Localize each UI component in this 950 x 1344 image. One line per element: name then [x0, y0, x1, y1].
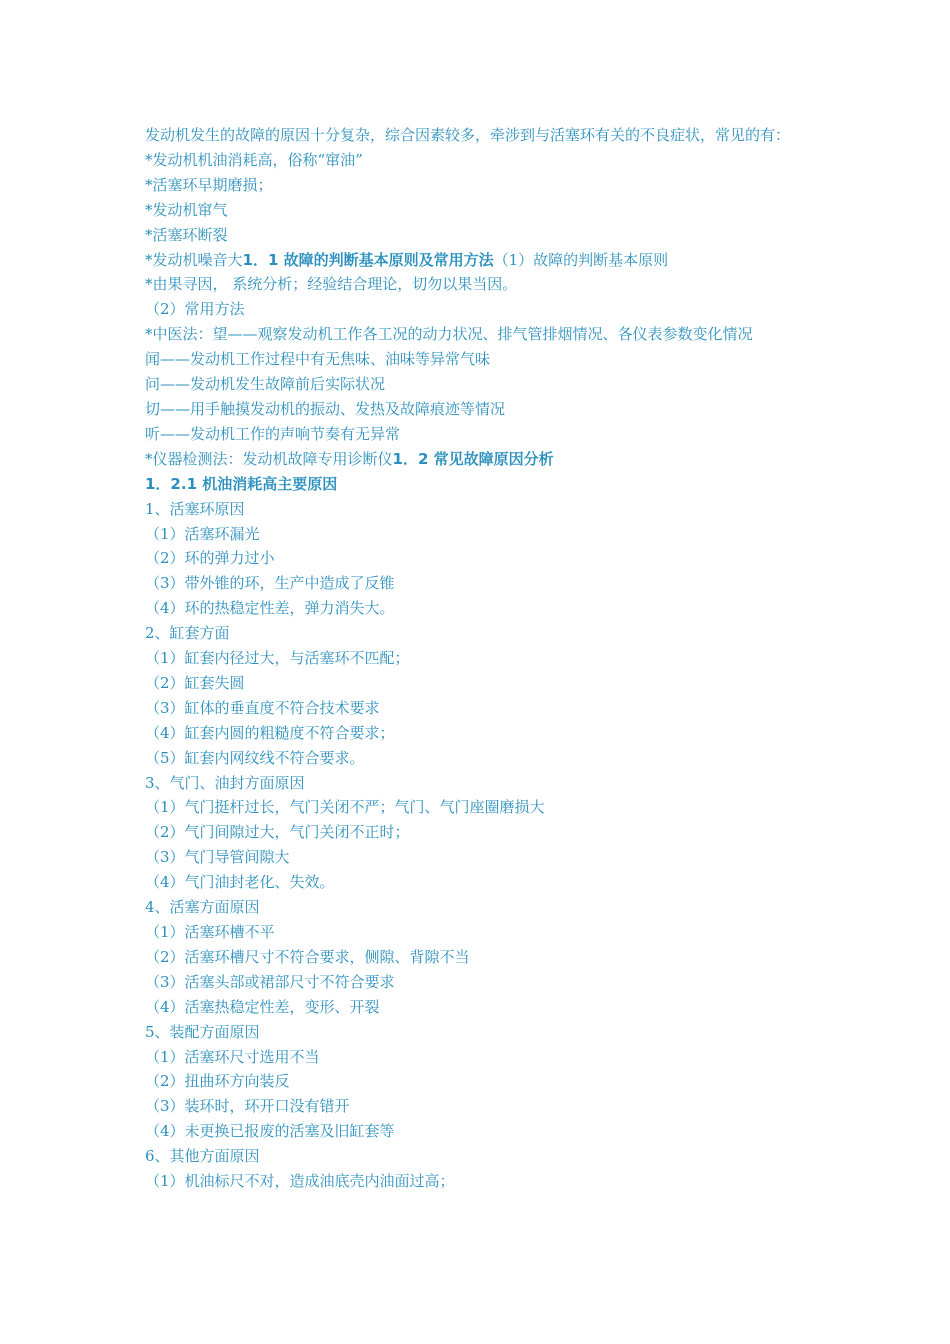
method-item: 听——发动机工作的声响节奏有无异常 [145, 424, 401, 443]
document-body [145, 123, 813, 1194]
instrument-line [145, 447, 813, 472]
list-item: （2）环的弹力过小 [145, 549, 275, 568]
list-item: （3）装环时，环开口没有错开 [145, 1097, 350, 1116]
list-item: （2）气门间隙过大，气门关闭不正时； [145, 823, 410, 842]
list-item: （1）机油标尺不对，造成油底壳内油面过高； [145, 1172, 455, 1191]
list-item: （1）活塞环尺寸选用不当 [145, 1047, 320, 1066]
method-item: 切——用手触摸发动机的振动、发热及故障痕迹等情况 [145, 399, 506, 418]
list-item: （3）缸体的垂直度不符合技术要求 [145, 698, 380, 717]
principle-text: *由果寻因， 系统分析；经验结合理论，切勿以果当因。 [145, 275, 518, 294]
intro-paragraph: 发动机发生的故障的原因十分复杂，综合因素较多，牵涉到与活塞环有关的不良症状，常见的有： [145, 126, 791, 144]
symptom-item: *发动机噪音大 [145, 250, 243, 269]
list-item: （4）未更换已报废的活塞及旧缸套等 [145, 1122, 395, 1141]
list-item: （4）气门油封老化、失效。 [145, 873, 335, 892]
list-item: （4）环的热稳定性差，弹力消失大。 [145, 599, 395, 618]
section-title: 5、装配方面原因 [145, 1022, 260, 1041]
subsection-heading: 1．2.1 机油消耗高主要原因 [145, 474, 338, 493]
section-title: 2、缸套方面 [145, 624, 230, 643]
methods-title: （2）常用方法 [145, 300, 245, 319]
list-item: （3）活塞头部或裙部尺寸不符合要求 [145, 972, 395, 991]
symptom-item: *活塞环断裂 [145, 225, 228, 244]
method-item: 问——发动机发生故障前后实际状况 [145, 375, 386, 394]
list-item: （1）活塞环槽不平 [145, 923, 275, 941]
list-item: （5）缸套内网纹线不符合要求。 [145, 748, 365, 767]
symptom-item: *发动机机油消耗高，俗称“窜油” [145, 150, 363, 169]
list-item: （2）扭曲环方向装反 [145, 1072, 290, 1091]
noise-line [145, 248, 813, 273]
principle-title: （1）故障的判断基本原则 [493, 250, 669, 269]
method-item: *中医法：望——观察发动机工作各工况的动力状况、排气管排烟情况、各仪表参数变化情况 [145, 325, 753, 344]
section-title: 6、其他方面原因 [145, 1147, 260, 1166]
section-heading: 1．2 常见故障原因分析 [392, 449, 554, 468]
section-heading: 1．1 故障的判断基本原则及常用方法 [242, 250, 494, 269]
section-title: 3、气门、油封方面原因 [145, 773, 305, 792]
list-item: （4）缸套内圆的粗糙度不符合要求； [145, 723, 395, 742]
list-item: （1）气门挺杆过长，气门关闭不严；气门、气门座圈磨损大 [145, 798, 545, 817]
list-item: （1）活塞环漏光 [145, 524, 260, 543]
list-item: （3）带外锥的环，生产中造成了反锥 [145, 574, 395, 593]
symptom-item: *发动机窜气 [145, 200, 228, 219]
list-item: （2）缸套失圆 [145, 673, 245, 692]
method-item: 闻——发动机工作过程中有无焦味、油味等异常气味 [145, 350, 491, 369]
section-title: 4、活塞方面原因 [145, 898, 260, 917]
list-item: （1）缸套内径过大，与活塞环不匹配； [145, 649, 410, 668]
list-item: （2）活塞环槽尺寸不符合要求，侧隙、背隙不当 [145, 947, 470, 966]
section-title: 1、活塞环原因 [145, 499, 245, 518]
list-item: （4）活塞热稳定性差，变形、开裂 [145, 997, 380, 1016]
list-item: （3）气门导管间隙大 [145, 848, 290, 867]
symptom-item: *活塞环早期磨损； [145, 175, 273, 194]
method-item: *仪器检测法：发动机故障专用诊断仪 [145, 449, 393, 468]
